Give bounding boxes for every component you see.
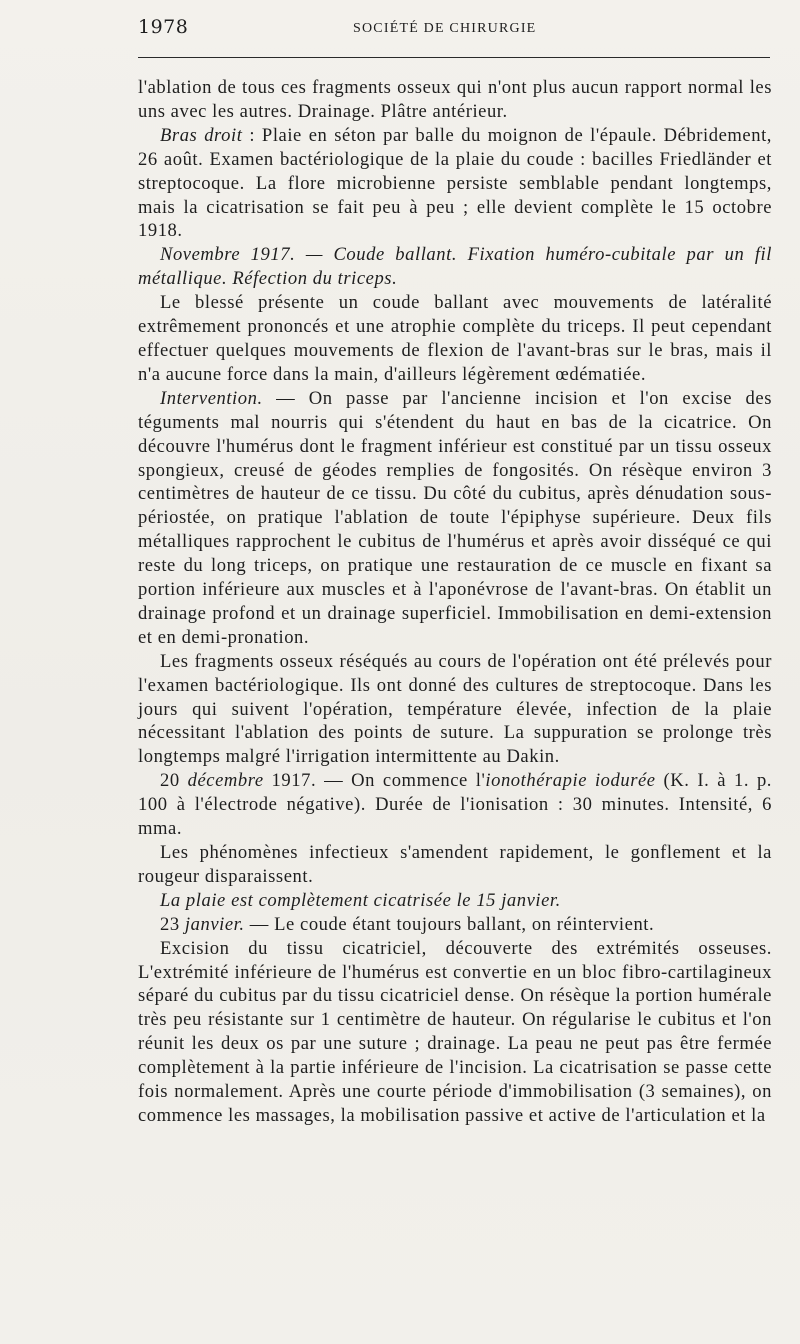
paragraph-7 <box>138 769 772 841</box>
paragraph-11 <box>138 937 772 1128</box>
paragraph-2 <box>138 124 772 244</box>
paragraph-11-text: Excision du tissu cicatriciel, découverte des extrémités osseuses. L'extrémité inférieure de l'humérus est convertie en un bloc fibro-cartilagineux séparé du cubitus par du tissu cicatriciel dense. On résèque la portion humérale très peu résistante sur 1 centimètre de hauteur. On régularise le cubitus et l'on réunit les deux os par une suture ; drainage. La peau ne peut pas être fermée complètement à la partie inférieure de l'incision. La cicatrisation se passe cette fois normalement. Après une courte période d'immobilisation (3 semaines), on commence les massages, la mobilisation passive et active de l'articulation et la <box>138 937 772 1126</box>
paragraph-10 <box>138 913 772 937</box>
paragraph-10-text: — Le coude étant toujours ballant, on réintervient. <box>244 913 655 935</box>
paragraph-10-date: janvier. <box>184 913 245 935</box>
paragraph-1-text: l'ablation de tous ces fragments osseux qui n'ont plus aucun rapport normal les uns avec les autres. Drainage. Plâtre antérieur. <box>138 77 772 122</box>
paragraph-4-text: Le blessé présente un coude ballant avec mouvements de latéralité extrêmement prononcés et une atrophie complète du triceps. Il peut cependant effectuer quelques mouvements de flexion de l'avant-bras sur le bras, mais il n'a aucune force dans la main, d'ailleurs légèrement œdématiée. <box>138 292 772 385</box>
paragraph-3-date: Novembre 1917. — <box>160 244 323 266</box>
paragraph-7-date-num: 20 <box>160 770 188 792</box>
paragraph-4 <box>138 291 772 387</box>
body-text <box>138 76 772 1128</box>
paragraph-6-text: Les fragments osseux réséqués au cours de l'opération ont été prélevés pour l'examen bactériologique. Ils ont donné des cultures de streptocoque. Dans les jours qui suivent l'opération, température élevée, infection de la plaie nécessitant l'ablation des points de suture. La suppuration se prolonge très longtemps malgré l'irrigation intermittente au Dakin. <box>138 650 772 768</box>
paragraph-2-text: : Plaie en séton par balle du moignon de l'épaule. Débridement, 26 août. Examen bactériologique de la plaie du coude : bacilles Friedländer et streptocoque. La flore microbienne persiste semblable pendant longtemps, mais la cicatrisation se fait peu à peu ; elle devient complète le 15 octobre 1918. <box>138 124 772 242</box>
paragraph-7-mid: 1917. — On commence l' <box>263 770 486 792</box>
paragraph-2-label: Bras droit <box>160 124 243 146</box>
paragraph-1 <box>138 76 772 124</box>
paragraph-6 <box>138 650 772 770</box>
paragraph-8 <box>138 841 772 889</box>
paragraph-10-date-num: 23 <box>160 913 185 935</box>
paragraph-7-date: décembre <box>187 770 264 792</box>
paragraph-8-text: Les phénomènes infectieux s'amendent rapidement, le gonflement et la rougeur disparaissent. <box>138 842 772 887</box>
running-head: SOCIÉTÉ DE CHIRURGIE <box>353 21 537 36</box>
paragraph-3-title: Coude ballant. Fixation huméro-cubitale par un fil métallique. Réfection du triceps. <box>138 244 772 290</box>
paragraph-5-label: Intervention. <box>160 387 263 409</box>
paragraph-5 <box>138 387 772 650</box>
paragraph-7-italic: ionothérapie iodurée <box>485 770 656 792</box>
paragraph-3 <box>138 243 772 291</box>
header-rule <box>138 57 770 58</box>
paragraph-5-text: — On passe par l'ancienne incision et l'on excise des téguments mal nourris qui s'étendent du haut en bas de la cicatrice. On découvre l'humérus dont le fragment inférieur est constitué par un tissu osseux spongieux, creusé de géodes remplies de fongosités. On résèque environ 3 centimètres de hauteur de ce tissu. Du côté du cubitus, après dénudation sous-périostée, on pratique l'ablation de toute l'épiphyse supérieure. Deux fils métalliques rapprochent le cubitus de l'humérus et après avoir disséqué ce qui reste du long triceps, on pratique une restauration de ce muscle en fixant sa portion inférieure aux muscles et à l'aponévrose de l'avant-bras. On établit un drainage profond et un drainage superficiel. Immobilisation en demi-extension et en demi-pronation. <box>138 387 772 648</box>
paragraph-9 <box>138 889 772 913</box>
paragraph-7-text: (K. I. à 1. p. 100 à l'électrode négative). Durée de l'ionisation : 30 minutes. Intensité, 6 mma. <box>138 770 773 840</box>
page-number: 1978 <box>138 16 189 38</box>
paragraph-9-text: La plaie est complètement cicatrisée le 15 janvier. <box>160 889 561 911</box>
page-header <box>138 16 770 46</box>
